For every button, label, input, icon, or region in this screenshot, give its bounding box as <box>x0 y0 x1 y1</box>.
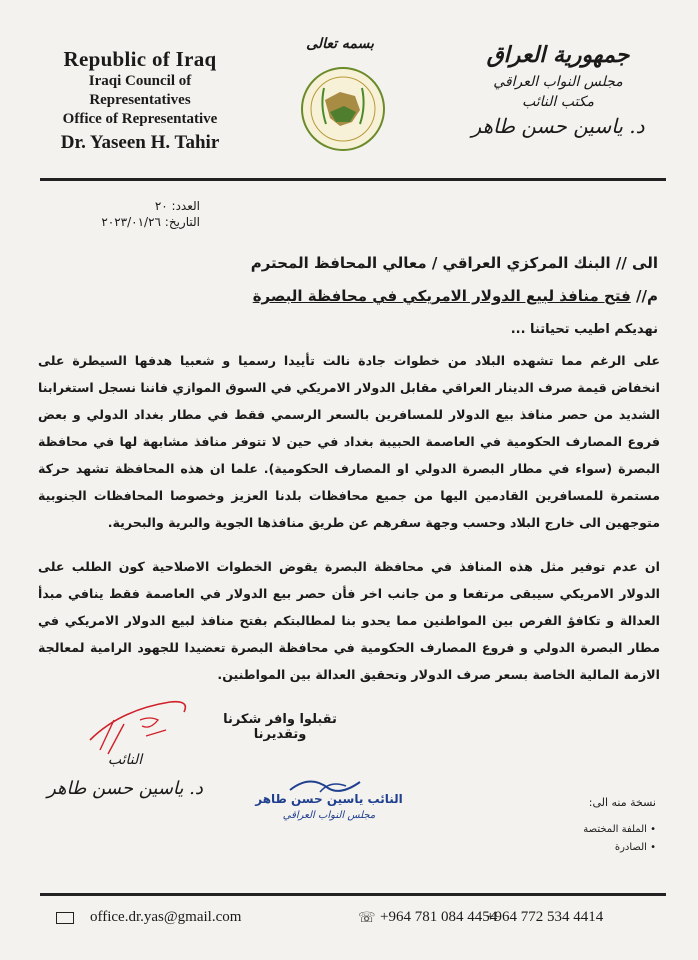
recipient-line: الى // البنك المركزي العراقي / معالي المحافظ المحترم <box>250 254 658 272</box>
phone-number-1[interactable]: +964 781 084 4454 <box>380 909 498 925</box>
body-paragraph-1: على الرغم مما تشهده البلاد من خطوات جادة نالت تأييدا رسميا و شعبيا هدفها السيطرة على انخفاض قيمة صرف الدينار العراقي مقابل الدولار الامريكي في السوق الموازي فاننا نسجل استغرابنا الشديد من حصر منافذ بيع الدولار للمسافرين بالسعر الرسمي فقط في مطار بغداد الدولي و بعض فروع المصارف الحكومية في العاصمة الحبيبة بغداد في حين لا تتوفر منافذ مشابهة لها في محافظة البصرة (سواء في مطار البصرة الدولي او المصارف الحكومية). علما ان هذه المحافظة تشهد حركة مستمرة للمسافرين القادمين اليها من جميع محافظات بلدنا العزيز وخصوصا المحافظات الجنوبية متوجهين الى خارج البلاد وحسب وجهة سفرهم عن طريق منافذها الجوية والبرية والبحرية. <box>38 353 660 530</box>
stamp-council: مجلس النواب العراقي <box>282 810 376 821</box>
arabic-letterhead <box>448 40 668 141</box>
letter-date: التاريخ: ٢٠٢٣/٠١/٢٦ <box>101 215 200 230</box>
subject-prefix: م// <box>636 287 658 305</box>
footer-contact <box>40 906 666 930</box>
copy-item: • الملفة المختصة <box>506 821 656 839</box>
letter-meta <box>40 198 200 230</box>
office-title-ar: مكتب النائب <box>522 94 594 111</box>
copies-list <box>506 796 656 857</box>
signature-name: د. ياسين حسن طاهر <box>47 778 203 799</box>
envelope-icon <box>56 912 74 924</box>
republic-title-ar: جمهورية العراق <box>486 42 630 68</box>
subject-line <box>253 287 658 305</box>
official-stamp <box>250 772 410 832</box>
body-paragraph-2: ان عدم توفير مثل هذه المنافذ في محافظة البصرة يقوض الخطوات الاصلاحية كون الطلب على الدولار الامريكي سيبقى مرتفعا و من جانب اخر فأن حصر بيع الدولار في العاصمة فقط ينافي مبدأ العدالة و تكافؤ الفرص بين المواطنين مما يحدو بنا لمطالبتكم بفتح منافذ لبيع الدولار الامريكي في مطار البصرة الدولي و فروع المصارف الحكومية في محافظة البصرة تعضيدا للجهود الرامية لمعالجة الازمة المالية الخاصة بسعر صرف الدولار وتحقيق العدالة بين المواطنين. <box>38 559 660 682</box>
parliament-seal-icon <box>300 66 386 152</box>
header-divider <box>40 178 666 181</box>
signature-block <box>40 752 210 799</box>
signature-title: النائب <box>107 752 143 768</box>
copy-item: • الصادرة <box>506 839 656 857</box>
council-title-ar: مجلس النواب العراقي <box>493 73 623 90</box>
english-letterhead <box>40 46 240 154</box>
email-address[interactable]: office.dr.yas@gmail.com <box>90 909 242 925</box>
representative-name-ar: د. ياسين حسن طاهر <box>471 114 645 139</box>
letter-number: العدد: ٢٠ <box>154 199 200 213</box>
stamp-name: النائب ياسين حسن طاهر <box>255 792 403 806</box>
copies-heading: نسخة منه الى: <box>588 796 656 809</box>
subject-text: فتح منافذ لبيع الدولار الامريكي في محافظة البصرة <box>252 287 631 305</box>
red-annotation-scribble <box>80 690 200 760</box>
council-title-en: Iraqi Council of Representatives <box>88 73 192 108</box>
republic-title-en: Republic of Iraq <box>63 47 217 71</box>
footer-divider <box>40 893 666 896</box>
office-title-en: Office of Representative <box>62 110 218 127</box>
representative-name-en: Dr. Yaseen H. Tahir <box>60 131 220 153</box>
phone-number-2[interactable]: +964 772 534 4414 <box>486 909 604 925</box>
closing-thanks: تقبلوا وافر شكرنا وتقديرنا <box>223 712 337 742</box>
phone-icon: ☏ <box>358 911 376 926</box>
basmala: بسمه تعالى <box>306 36 374 52</box>
greeting: نهديكم اطيب تحياتنا ... <box>510 322 658 337</box>
